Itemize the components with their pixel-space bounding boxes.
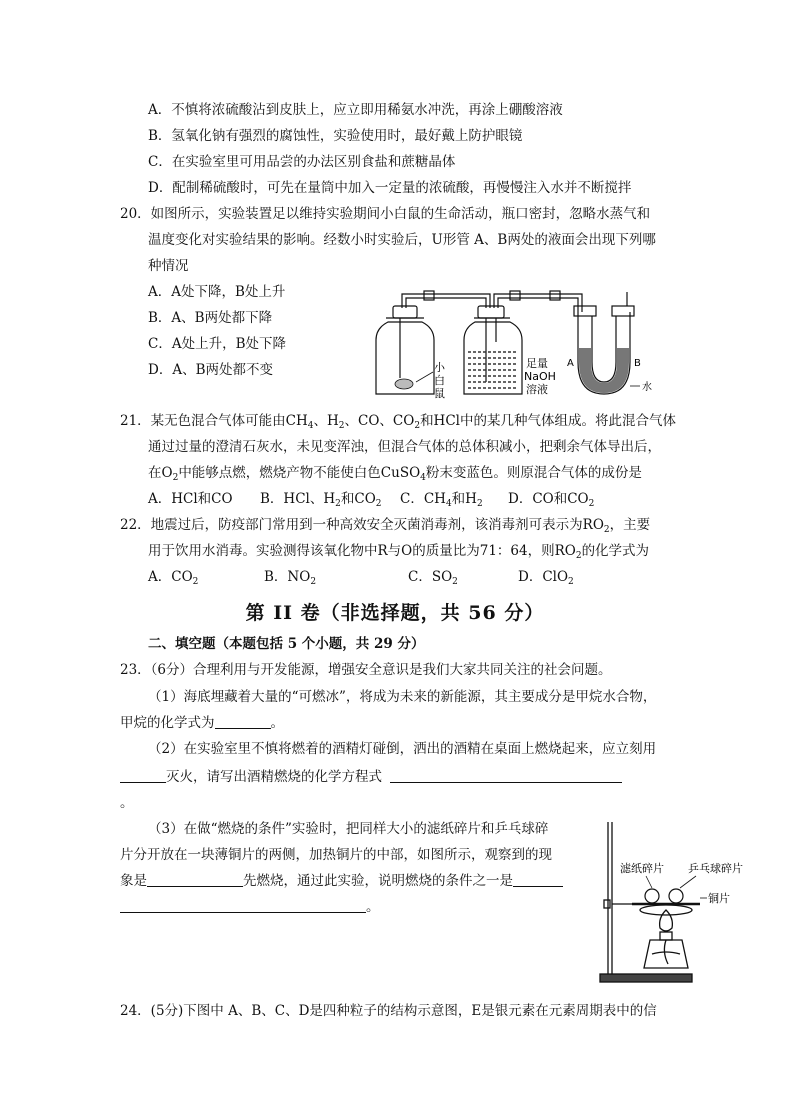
q24-stem-line1: 24．(5分)下图中 A、B、C、D是四种粒子的结构示意图，E是银元素在元素周期表中的信 (120, 1003, 657, 1019)
q19-option-b: B．氢氧化钠有强烈的腐蚀性，实验使用时，最好戴上防护眼镜 (148, 128, 523, 144)
q20-label-mouse-3: 鼠 (434, 387, 445, 400)
q23-label-copper: 铜片 (708, 892, 730, 905)
q20-option-d: D．A、B两处都不变 (148, 362, 273, 378)
q21-stem-line2: 通过过量的澄清石灰水，未见变浑浊，但混合气体的总体积减小，把剩余气体导出后， (148, 439, 661, 455)
q23-blank-condition[interactable] (513, 872, 563, 887)
q22-stem-line2: 用于饮用水消毒。实验测得该氧化物中R与O的质量比为71：64，则$RO_2$的化学式为 (148, 543, 650, 561)
q23-part2-end: 。 (120, 795, 134, 811)
section-heading: 二、填空题（本题包括 5 个小题，共 29 分） (148, 636, 425, 652)
q20-label-naoh-3: 溶液 (526, 383, 548, 396)
q22-option-a: A．$CO_2$ (148, 569, 199, 587)
q20-option-a: A．A处下降，B处上升 (148, 284, 286, 300)
q20-label-mouse-2: 白 (434, 374, 445, 387)
q21-option-d: D．CO和$CO_2$ (508, 491, 595, 509)
q20-stem-line3: 种情况 (148, 258, 189, 274)
q22-option-d: D．ClO$_2$ (518, 569, 574, 587)
q23-part3-line4: 。 (120, 898, 380, 916)
q21-stem-line1: 21．某无色混合气体可能由$CH_4$、$H_2$、CO、$CO_2$和HCl中的某几种气体组成。将此混合气体 (120, 413, 676, 431)
q20-label-mouse-1: 小 (434, 361, 445, 374)
q21-stem-line3: 在$O_2$中能够点燃，燃烧产物不能使白色CuSO$_4$粉末变蓝色。则原混合气体的成份是 (148, 465, 642, 483)
q20-stem-line1: 20．如图所示，实验装置足以维持实验期间小白鼠的生命活动，瓶口密封，忽略水蒸气和 (120, 206, 651, 222)
q20-label-a: A (567, 358, 574, 369)
q21-option-a: A．HCl和CO (148, 491, 233, 507)
q19-option-d: D．配制稀硫酸时，可先在量筒中加入一定量的浓硫酸，再慢慢注入水并不断搅拌 (148, 180, 632, 196)
q23-intro: 23．（6分）合理利用与开发能源，增强安全意识是我们大家共同关注的社会问题。 (120, 662, 612, 678)
part2-title: 第 II 卷（非选择题，共 56 分） (245, 602, 545, 624)
q23-label-pingpong: 乒乓球碎片 (688, 862, 743, 875)
q23-blank-equation[interactable] (390, 768, 622, 783)
q20-label-naoh-2: NaOH (524, 370, 556, 383)
q20-stem-line2: 温度变化对实验结果的影响。经数小时实验后，U形管 A、B两处的液面会出现下列哪 (148, 232, 656, 248)
q23-combustion-figure (596, 818, 786, 986)
q23-part3-line2: 片分开放在一块薄铜片的两侧，加热铜片的中部，如图所示，观察到的现 (120, 847, 552, 863)
q21-option-b: B．HCl、$H_2$和$CO_2$ (260, 491, 382, 509)
q19-option-a: A．不慎将浓硫酸沾到皮肤上，应立即用稀氨水冲洗，再涂上硼酸溶液 (148, 102, 563, 118)
q23-blank-first-burn[interactable] (147, 872, 243, 887)
q22-option-b: B．$NO_2$ (264, 569, 317, 587)
q23-part3-line1: （3）在做“燃烧的条件”实验时，把同样大小的滤纸碎片和乒乓球碎 (148, 821, 549, 837)
q22-stem-line1: 22．地震过后，防疫部门常用到一种高效安全灭菌消毒剂，该消毒剂可表示为$RO_2$，主要 (120, 517, 651, 535)
q23-part2-line1: （2）在实验室里不慎将燃着的酒精灯碰倒，洒出的酒精在桌面上燃烧起来，应立刻用 (148, 741, 657, 757)
q22-option-c: C．$SO_2$ (408, 569, 458, 587)
q20-option-c: C．A处上升，B处下降 (148, 336, 286, 352)
q23-part1-line1: （1）海底埋藏着大量的“可燃冰”，将成为未来的新能源，其主要成分是甲烷水合物， (148, 689, 657, 705)
q23-blank-methane[interactable] (215, 714, 271, 729)
q20-apparatus-figure (360, 282, 660, 404)
q23-part2-line2: 灭火，请写出酒精燃烧的化学方程式 (120, 768, 622, 786)
q19-option-c: C．在实验室里可用品尝的办法区别食盐和蔗糖晶体 (148, 154, 456, 170)
q23-blank-condition-cont[interactable] (120, 898, 366, 913)
q23-part1-line2: 甲烷的化学式为 。 (120, 715, 284, 731)
q21-option-c: C．$CH_4$和$H_2$ (400, 491, 483, 509)
q20-label-water: 水 (642, 382, 652, 393)
q20-label-naoh-1: 足量 (526, 357, 548, 370)
q23-label-filter: 滤纸碎片 (620, 862, 664, 875)
q23-blank-extinguish[interactable] (120, 768, 166, 783)
q20-option-b: B．A、B两处都下降 (148, 310, 273, 326)
q23-part3-line3: 象是 先燃烧，通过此实验，说明燃烧的条件之一是 (120, 872, 563, 890)
q20-label-b: B (634, 358, 641, 369)
